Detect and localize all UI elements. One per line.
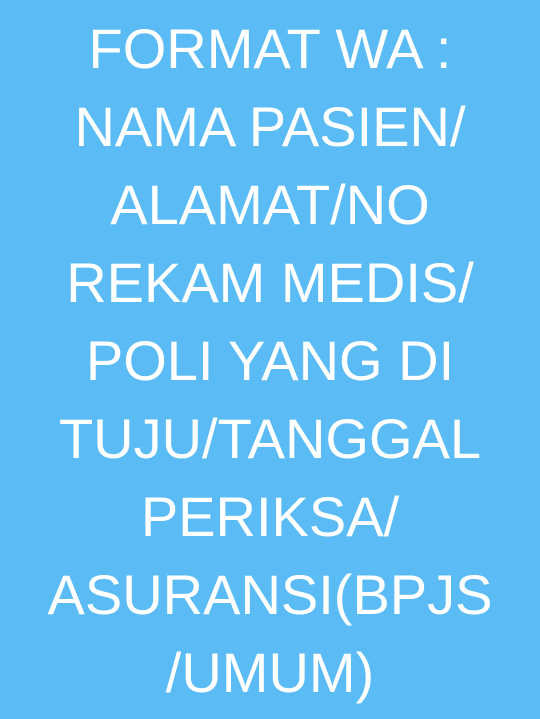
clinic-line: POLI YANG DI	[85, 329, 455, 392]
patient-name-line: NAMA PASIEN/	[74, 95, 466, 158]
insurance-line: ASURANSI(BPJS	[47, 563, 493, 626]
medical-record-line: REKAM MEDIS/	[66, 251, 474, 314]
address-line: ALAMAT/NO	[110, 173, 430, 236]
examination-line: PERIKSA/	[140, 485, 400, 548]
format-title-line: FORMAT WA :	[88, 17, 452, 80]
whatsapp-format-instructions	[0, 10, 540, 712]
general-line: /UMUM)	[165, 641, 375, 704]
destination-date-line: TUJU/TANGGAL	[58, 407, 482, 470]
